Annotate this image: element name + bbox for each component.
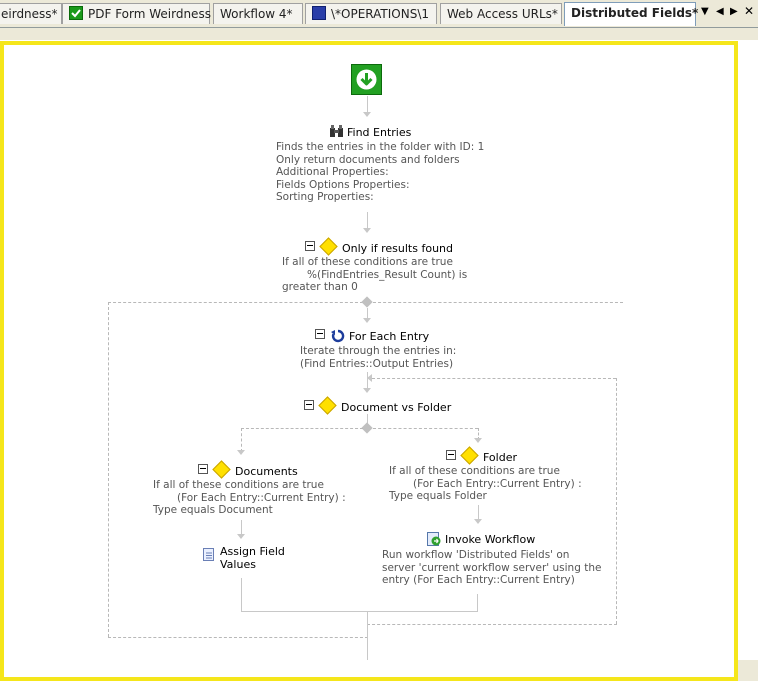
collapse-icon[interactable] bbox=[198, 464, 208, 474]
tab-pdf-form-weirdness[interactable]: PDF Form Weirdness bbox=[62, 3, 210, 24]
loop-back-line bbox=[367, 624, 617, 625]
invoke-workflow-activity[interactable]: Invoke Workflow bbox=[427, 532, 535, 546]
document-vs-folder-branch[interactable]: Document vs Folder bbox=[304, 399, 451, 414]
invoke-workflow-icon bbox=[427, 532, 441, 546]
find-entries-activity[interactable]: Find Entries bbox=[329, 125, 411, 139]
condition-icon bbox=[318, 396, 336, 414]
connector bbox=[367, 612, 368, 660]
scroll-left-icon[interactable]: ◀ bbox=[716, 6, 724, 17]
tab-workflow-4[interactable]: Workflow 4* bbox=[213, 3, 303, 24]
branch-line bbox=[108, 302, 363, 303]
connector-arrow bbox=[237, 534, 245, 539]
branch-line bbox=[373, 428, 478, 429]
for-each-description: Iterate through the entries in: (Find Entries::Output Entries) bbox=[300, 345, 457, 370]
documents-description: If all of these conditions are true (For Each Entry::Current Entry) : Type equals Document bbox=[153, 479, 346, 516]
branch-line bbox=[241, 428, 242, 452]
connector bbox=[477, 594, 478, 612]
branch-line bbox=[241, 428, 363, 429]
find-entries-description: Finds the entries in the folder with ID: 1 Only return documents and folders Additional Properties: Fields Options Properties: Sorting Properties: bbox=[276, 141, 485, 203]
condition-icon bbox=[212, 460, 230, 478]
tab-weirdness[interactable]: eirdness* bbox=[0, 3, 62, 24]
connector-arrow bbox=[363, 228, 371, 233]
scroll-right-icon[interactable]: ▶ bbox=[730, 6, 738, 17]
binoculars-icon bbox=[329, 125, 344, 138]
condition-icon bbox=[319, 237, 337, 255]
collapse-icon[interactable] bbox=[304, 400, 314, 410]
document-tab-strip bbox=[0, 0, 758, 28]
start-node-icon[interactable] bbox=[351, 64, 382, 95]
loop-icon bbox=[331, 329, 345, 343]
folder-description: If all of these conditions are true (For Each Entry::Current Entry) : Type equals Folder bbox=[389, 465, 582, 502]
checkbox-workflow-icon bbox=[69, 6, 83, 20]
server-icon bbox=[312, 6, 326, 20]
for-each-entry-loop[interactable]: For Each Entry bbox=[315, 329, 429, 343]
connector-arrow bbox=[363, 388, 371, 393]
folder-condition[interactable]: Folder bbox=[446, 449, 517, 464]
tab-list-dropdown-icon[interactable]: ▼ bbox=[701, 6, 709, 17]
connector-arrow bbox=[474, 438, 482, 443]
connector-arrow bbox=[363, 318, 371, 323]
collapse-icon[interactable] bbox=[446, 450, 456, 460]
branch-line bbox=[108, 637, 368, 638]
tab-operations[interactable]: \*OPERATIONS\1 bbox=[305, 3, 437, 24]
loop-back-line bbox=[616, 378, 617, 624]
collapse-icon[interactable] bbox=[305, 241, 315, 251]
connector-arrow bbox=[237, 450, 245, 455]
branch-line bbox=[108, 302, 109, 637]
only-if-description: If all of these conditions are true %(FindEntries_Result Count) is greater than 0 bbox=[282, 256, 468, 293]
documents-condition[interactable]: Documents bbox=[198, 463, 298, 478]
invoke-workflow-description: Run workflow 'Distributed Fields' on server 'current workflow server' using the entry (For Each Entry::Current Entry) bbox=[382, 549, 602, 586]
assign-field-values-activity[interactable]: Assign Field Values bbox=[203, 545, 285, 571]
connector-arrow bbox=[474, 519, 482, 524]
document-icon bbox=[203, 548, 214, 561]
tab-distributed-fields[interactable]: Distributed Fields* bbox=[564, 2, 696, 26]
loop-back-line bbox=[372, 378, 616, 379]
connector-arrow bbox=[363, 112, 371, 117]
connector bbox=[241, 611, 477, 612]
collapse-icon[interactable] bbox=[315, 329, 325, 339]
close-tab-icon[interactable]: ✕ bbox=[744, 4, 755, 18]
only-if-results-found-condition[interactable]: Only if results found bbox=[305, 240, 453, 255]
branch-line bbox=[373, 302, 623, 303]
condition-icon bbox=[460, 446, 478, 464]
connector bbox=[241, 578, 242, 611]
tab-web-access-urls[interactable]: Web Access URLs* bbox=[440, 3, 562, 24]
